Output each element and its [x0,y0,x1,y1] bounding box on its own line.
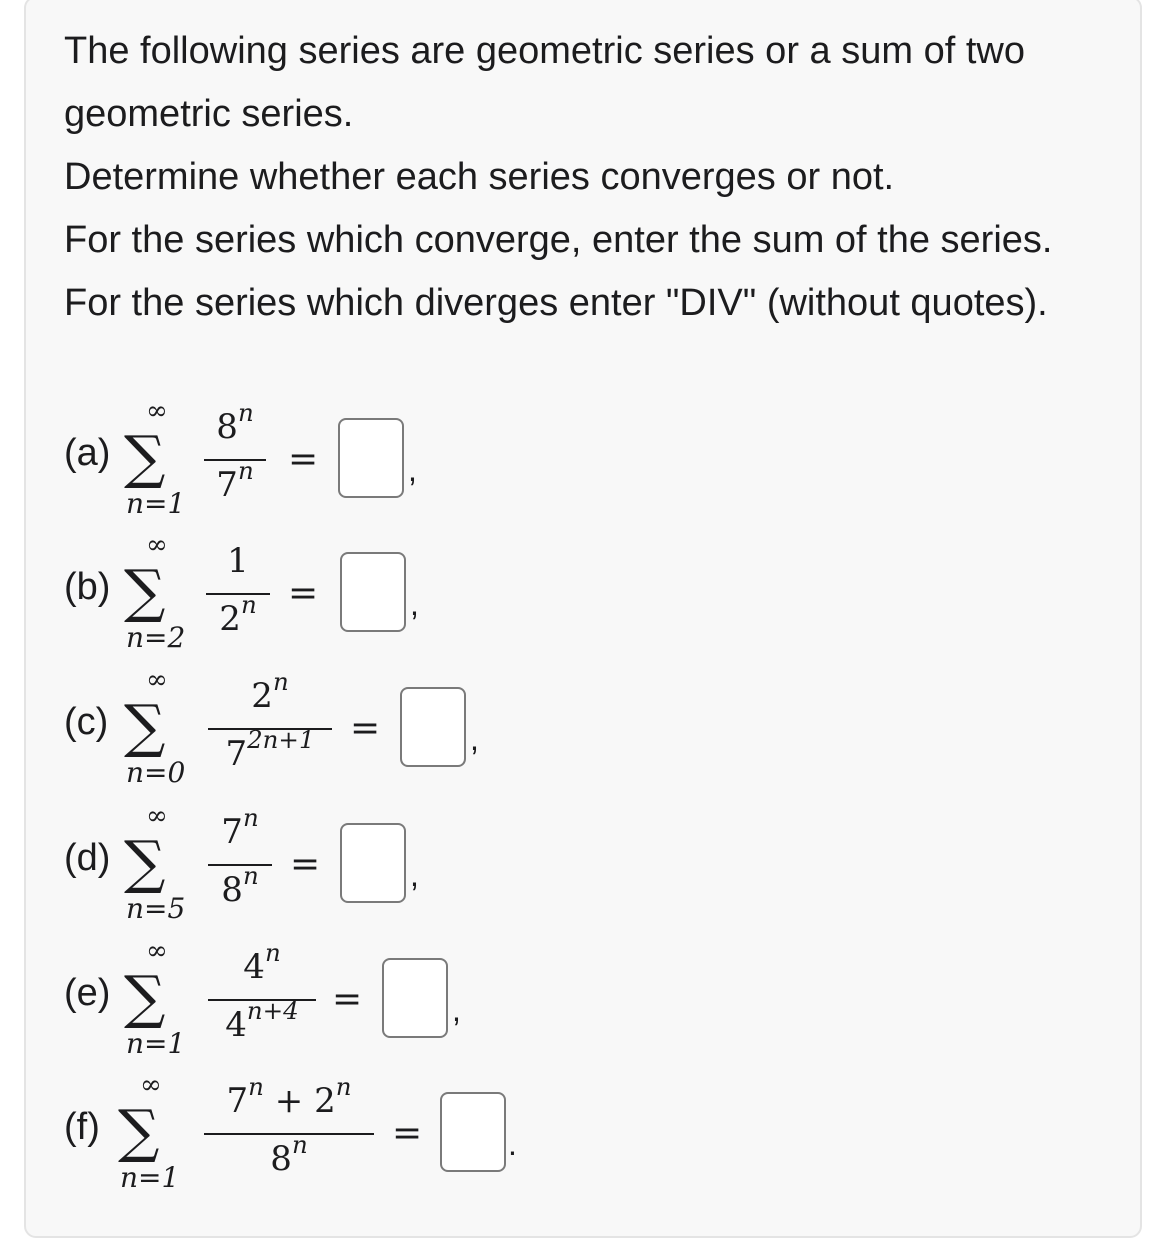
upper-limit: ∞ [146,801,168,831]
numerator: 7$^n$ + 2$^n$ [226,1071,352,1121]
series-label: (e) [64,972,111,1014]
answer-box-d[interactable] [340,823,406,903]
equals-sign: = [350,708,381,749]
numerator: 4$^n$ [243,937,281,987]
answer-box-b[interactable] [340,552,406,632]
lower-limit: n=2 [126,621,186,654]
answer-box-f[interactable] [440,1092,506,1172]
upper-limit: ∞ [146,665,168,695]
sigma-symbol: ∑ [124,692,166,760]
fraction-bar [208,864,272,866]
series-label: (d) [64,837,111,879]
punctuation: , [408,452,417,488]
answer-box-c[interactable] [400,687,466,767]
lower-limit: n=1 [126,1027,186,1060]
answer-box-a[interactable] [338,418,404,498]
answer-box-e[interactable] [382,958,448,1038]
denominator: 2$^n$ [219,589,257,639]
lower-limit: n=5 [126,892,186,925]
sigma-symbol: ∑ [124,557,166,625]
series-label: (b) [64,566,111,608]
denominator: $7^{2n+1}$ [225,724,315,774]
series-label: (c) [64,701,109,743]
upper-limit: ∞ [146,396,168,426]
sigma-symbol: ∑ [118,1097,160,1165]
punctuation: , [410,857,419,893]
upper-limit: ∞ [140,1070,162,1100]
lower-limit: n=0 [126,756,186,789]
series-label: (f) [64,1106,100,1148]
question-text [64,20,1074,335]
intro-paragraph-2: Determine whether each series converges or not. [64,156,895,198]
equals-sign: = [392,1113,423,1154]
intro-paragraph-1: The following series are geometric series or a sum of two geometric series. [64,30,1025,135]
numerator: 7$^n$ [221,802,259,852]
lower-limit: n=1 [126,487,186,520]
upper-limit: ∞ [146,530,168,560]
denominator: 7$^n$ [216,455,254,505]
sigma-symbol: ∑ [124,423,166,491]
punctuation: . [508,1126,517,1162]
series-label: (a) [64,432,111,474]
fraction-bar [204,1133,374,1135]
fraction-bar [206,593,270,595]
sigma-symbol: ∑ [124,828,166,896]
fraction-bar [204,459,266,461]
punctuation: , [410,586,419,622]
denominator: 8$^n$ [270,1129,308,1179]
numerator: 2$^n$ [251,666,289,716]
numerator: 1 [227,541,249,581]
equals-sign: = [290,844,321,885]
intro-paragraph-3: For the series which converge, enter the sum of the series. For the series which diverges enter "DIV" (without quotes). [64,219,1053,324]
sigma-symbol: ∑ [124,963,166,1031]
denominator: 8$^n$ [221,860,259,910]
punctuation: , [470,721,479,757]
punctuation: , [452,992,461,1028]
equals-sign: = [288,439,319,480]
denominator: $4^{n+4}$ [225,995,299,1045]
numerator: 8$^n$ [216,397,254,447]
equals-sign: = [332,979,363,1020]
equals-sign: = [288,573,319,614]
lower-limit: n=1 [120,1161,180,1194]
upper-limit: ∞ [146,936,168,966]
